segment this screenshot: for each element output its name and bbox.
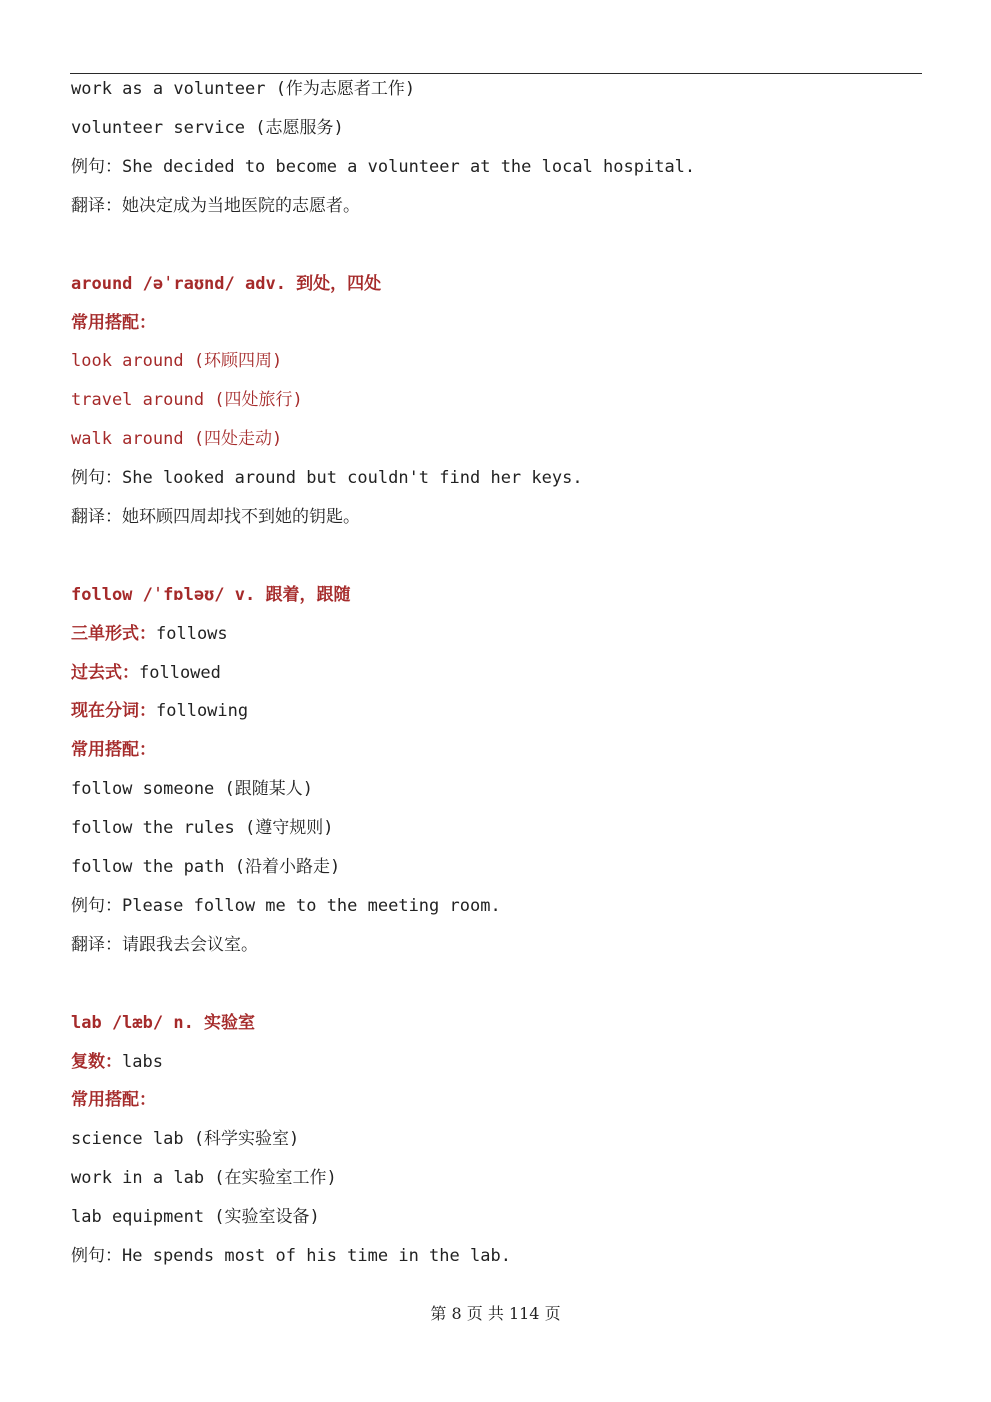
collocation-item: follow the path (沿着小路走) — [71, 857, 341, 877]
example-sentence — [71, 895, 501, 917]
translation — [71, 934, 258, 956]
plural-form — [71, 1051, 163, 1073]
form-label: 过去式： — [71, 663, 139, 683]
headword-lab: lab /læb/ n. 实验室 — [71, 1013, 256, 1033]
collocation-item: work in a lab (在实验室工作) — [71, 1168, 337, 1188]
translation-text: 请跟我去会议室。 — [122, 935, 258, 955]
form-label: 复数： — [71, 1052, 122, 1072]
collocations-label: 常用搭配： — [71, 740, 156, 760]
collocation-item: follow the rules (遵守规则) — [71, 818, 334, 838]
form-value: follows — [156, 624, 228, 644]
translation-label: 翻译： — [71, 935, 122, 955]
form-label: 现在分词： — [71, 701, 156, 721]
example-sentence — [71, 467, 583, 489]
collocation-item: volunteer service (志愿服务) — [71, 118, 344, 138]
past-tense-form — [71, 662, 221, 684]
collocation-item: travel around (四处旅行) — [71, 390, 303, 410]
example-text: She decided to become a volunteer at the local hospital. — [122, 157, 696, 177]
example-sentence — [71, 156, 695, 178]
form-label: 三单形式： — [71, 624, 156, 644]
present-participle-form — [71, 700, 248, 722]
example-text: She looked around but couldn't find her keys. — [122, 468, 583, 488]
collocation-item: walk around (四处走动) — [71, 429, 283, 449]
third-person-form — [71, 623, 228, 645]
form-value: followed — [139, 663, 221, 683]
example-sentence — [71, 1245, 511, 1267]
page-number: 第 8 页 共 114 页 — [430, 1304, 561, 1323]
example-text: He spends most of his time in the lab. — [122, 1246, 511, 1266]
form-value: labs — [122, 1052, 163, 1072]
translation-text: 她决定成为当地医院的志愿者。 — [122, 196, 360, 216]
headword-follow: follow /ˈfɒləʊ/ v. 跟着，跟随 — [71, 585, 351, 605]
collocation-item: work as a volunteer (作为志愿者工作) — [71, 79, 416, 99]
translation-label: 翻译： — [71, 507, 122, 527]
top-divider — [70, 73, 922, 74]
example-label: 例句： — [71, 468, 122, 488]
example-label: 例句： — [71, 157, 122, 177]
translation — [71, 506, 360, 528]
translation-label: 翻译： — [71, 196, 122, 216]
collocation-item: science lab (科学实验室) — [71, 1129, 300, 1149]
translation-text: 她环顾四周却找不到她的钥匙。 — [122, 507, 360, 527]
collocation-item: look around (环顾四周) — [71, 351, 283, 371]
translation — [71, 195, 360, 217]
headword-around: around /əˈraʊnd/ adv. 到处，四处 — [71, 274, 382, 294]
collocations-label: 常用搭配： — [71, 313, 156, 333]
example-label: 例句： — [71, 896, 122, 916]
collocation-item: lab equipment (实验室设备) — [71, 1207, 320, 1227]
collocations-label: 常用搭配： — [71, 1090, 156, 1110]
example-text: Please follow me to the meeting room. — [122, 896, 501, 916]
example-label: 例句： — [71, 1246, 122, 1266]
collocation-item: follow someone (跟随某人) — [71, 779, 313, 799]
form-value: following — [156, 701, 249, 721]
